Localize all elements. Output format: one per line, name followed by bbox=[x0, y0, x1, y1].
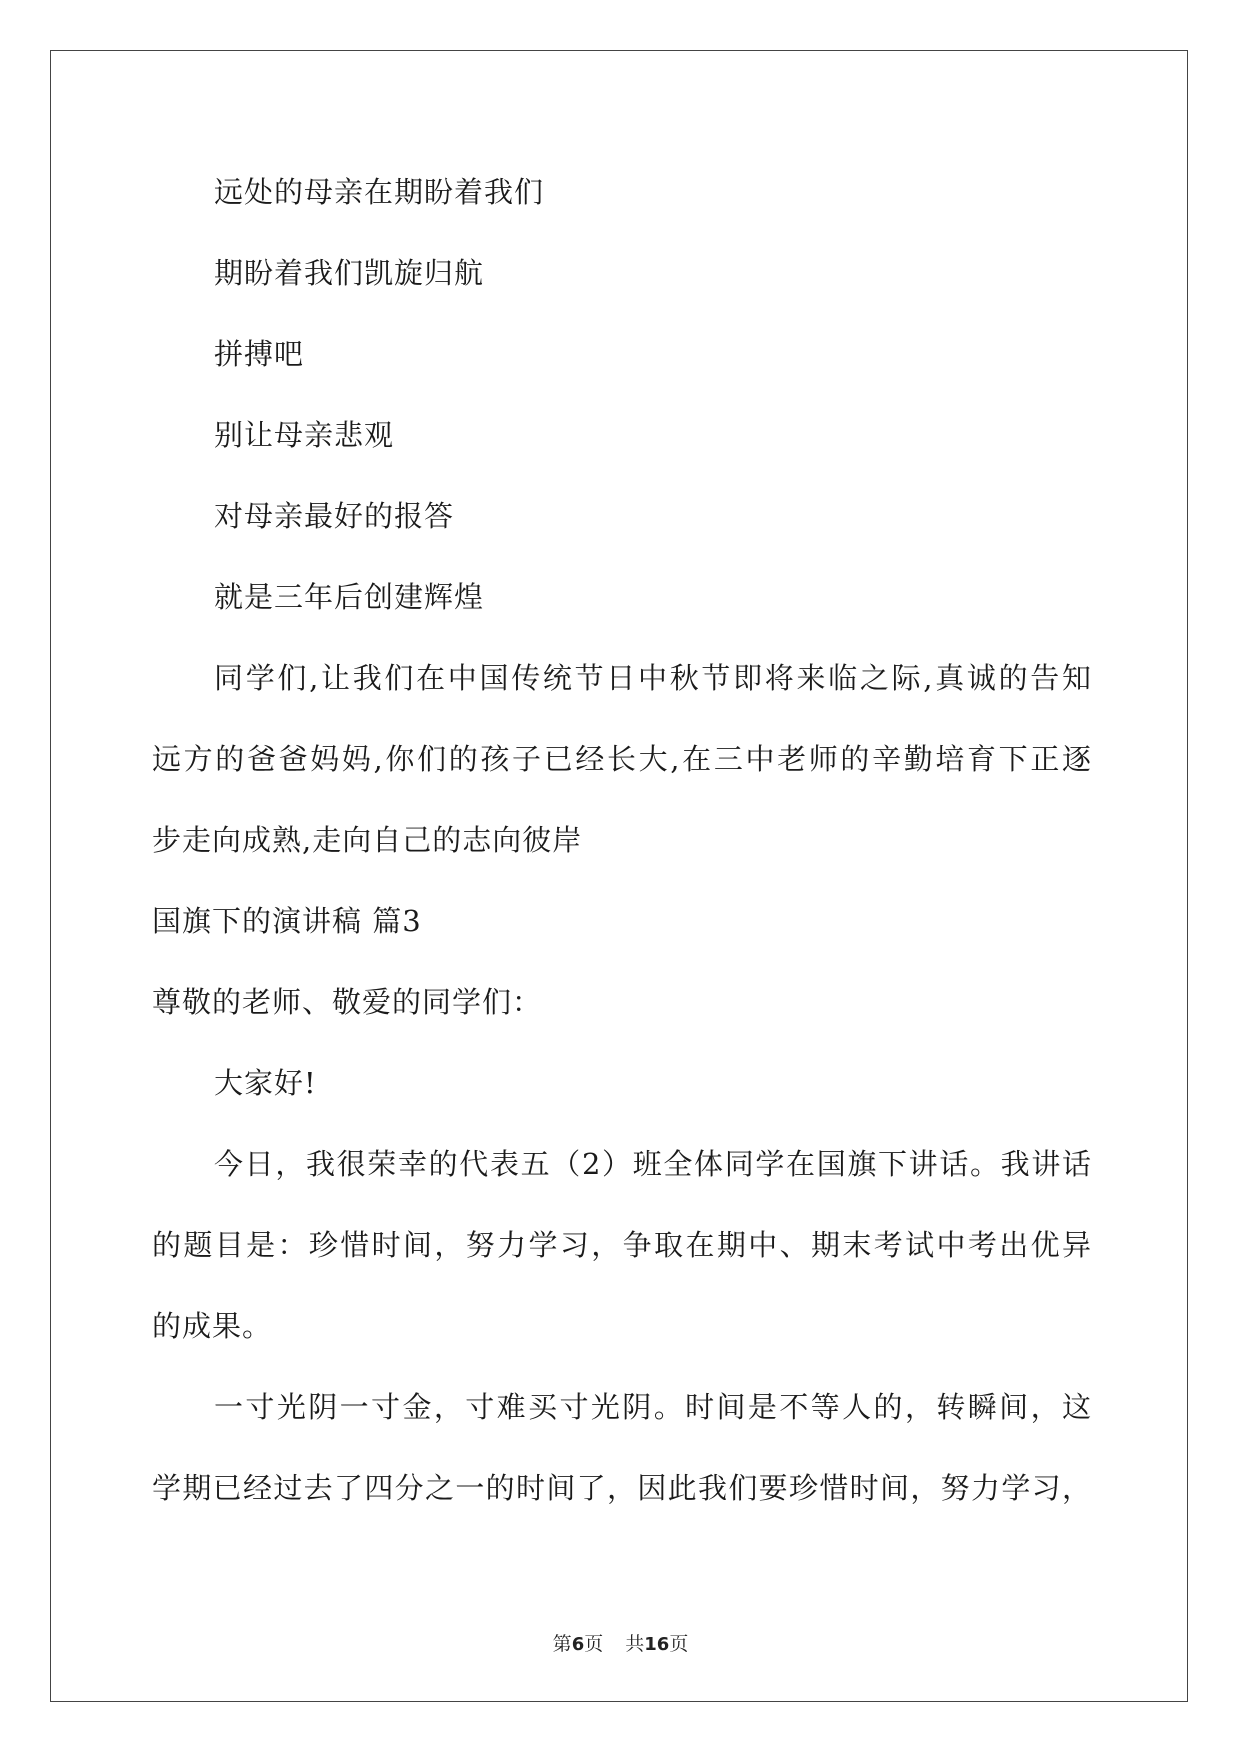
text-line: 远处的母亲在期盼着我们 bbox=[214, 175, 545, 209]
text-line: 远方的爸爸妈妈,你们的孩子已经长大,在三中老师的辛勤培育下正逐 bbox=[152, 742, 1092, 776]
text-line: 对母亲最好的报答 bbox=[214, 499, 455, 533]
footer-total-pages: 16 bbox=[644, 1634, 670, 1655]
text-line: 学期已经过去了四分之一的时间了，因此我们要珍惜时间，努力学习， bbox=[152, 1471, 1092, 1505]
text-line: 别让母亲悲观 bbox=[214, 418, 395, 452]
footer-total-unit: 页 bbox=[669, 1633, 689, 1655]
text-line: 就是三年后创建辉煌 bbox=[214, 580, 485, 614]
text-line: 期盼着我们凯旋归航 bbox=[214, 256, 485, 290]
text-line: 拼搏吧 bbox=[214, 337, 305, 371]
page-frame bbox=[50, 50, 1188, 1702]
footer-prefix: 第 bbox=[552, 1633, 572, 1655]
footer-page-number: 6 bbox=[571, 1634, 585, 1655]
text-line: 的成果。 bbox=[152, 1309, 273, 1343]
footer-page-unit: 页 bbox=[584, 1633, 604, 1655]
text-line: 一寸光阴一寸金，寸难买寸光阴。时间是不等人的，转瞬间，这 bbox=[214, 1390, 1092, 1424]
page-footer bbox=[0, 1632, 1241, 1657]
section-heading: 国旗下的演讲稿 篇3 bbox=[152, 904, 422, 938]
text-line: 的题目是：珍惜时间，努力学习，争取在期中、期末考试中考出优异 bbox=[152, 1228, 1092, 1262]
text-line: 步走向成熟,走向自己的志向彼岸 bbox=[152, 823, 583, 857]
salutation: 尊敬的老师、敬爱的同学们： bbox=[152, 985, 543, 1019]
text-line: 今日，我很荣幸的代表五（2）班全体同学在国旗下讲话。我讲话 bbox=[214, 1147, 1092, 1181]
footer-total-prefix: 共 bbox=[625, 1633, 645, 1655]
text-line: 同学们,让我们在中国传统节日中秋节即将来临之际,真诚的告知 bbox=[214, 661, 1092, 695]
greeting: 大家好! bbox=[214, 1066, 317, 1100]
